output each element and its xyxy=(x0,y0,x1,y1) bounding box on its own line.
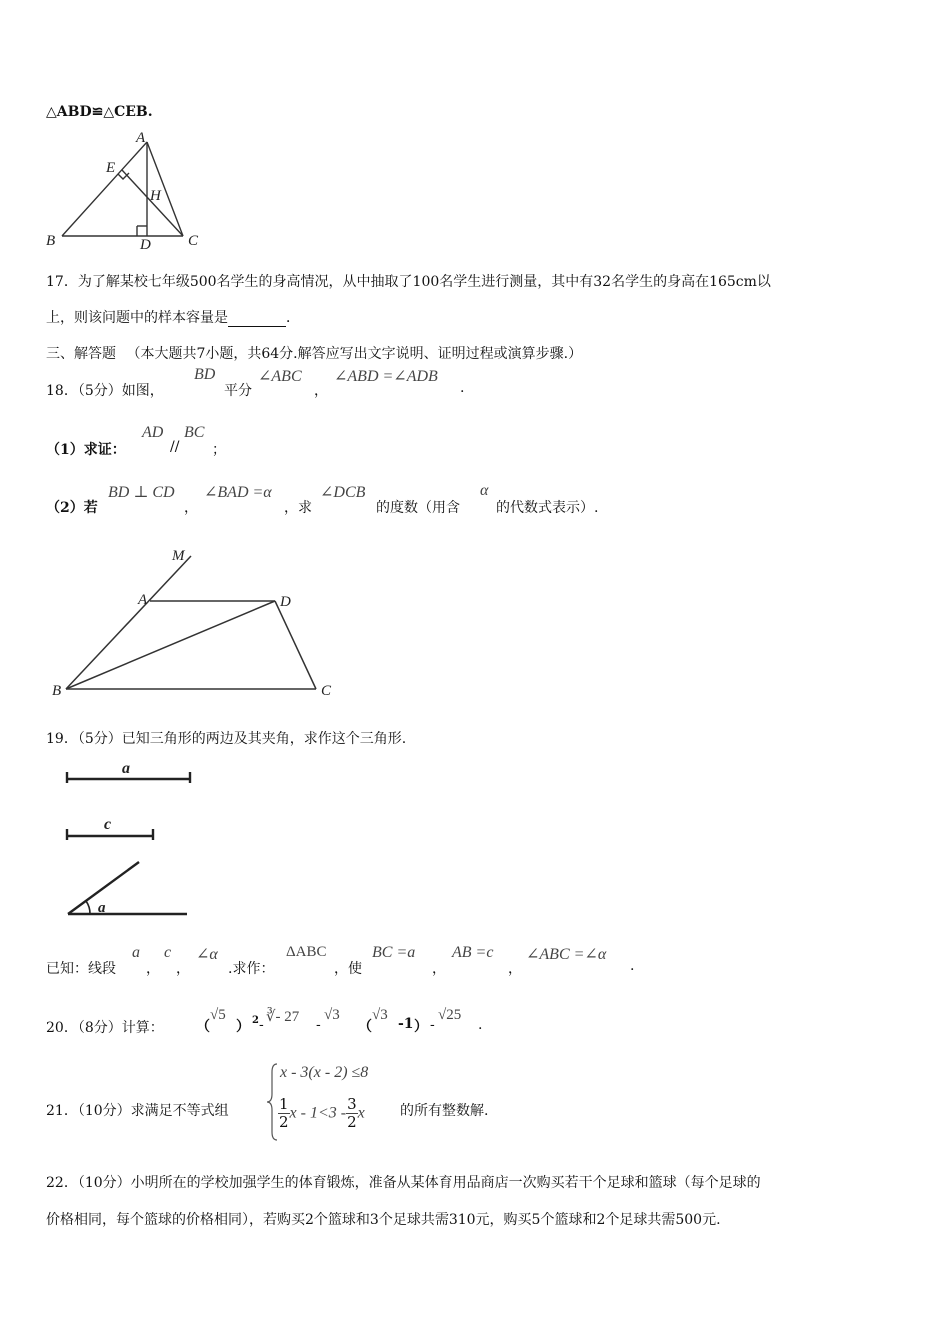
q18-part1-parallel: // xyxy=(170,439,180,455)
q19-comma3: ， xyxy=(432,961,446,977)
q18-part2-perp: BD ⊥ CD xyxy=(108,484,175,501)
q21-inequality-1: x - 3(x - 2) ≤8 xyxy=(280,1064,369,1081)
figure1-label-b: B xyxy=(46,233,56,249)
q19-known: 已知：线段 xyxy=(46,961,116,977)
q19-cond3: ∠ABC =∠α xyxy=(526,946,607,963)
q19-angle-label: a xyxy=(98,900,106,916)
q17-line2-prefix: 上，则该问题中的样本容量是 xyxy=(46,310,228,326)
q20-sqrt3b: √3 xyxy=(372,1007,388,1023)
q19-cond2: AB =c xyxy=(452,944,494,961)
q19-angle-alpha: ∠α xyxy=(196,946,218,963)
q18-part2-alpha: α xyxy=(480,482,489,499)
q18-part2-ask: ，求 xyxy=(284,500,312,516)
q20-rparen: ） xyxy=(236,1019,250,1035)
q19-comma2: ， xyxy=(176,961,190,977)
q19-var-c: c xyxy=(164,944,172,961)
q22-line1: 22．（10分）小明所在的学校加强学生的体育锻炼，准备从某体育用品商店一次购买若干个足球和篮球（每个足球的 xyxy=(46,1175,761,1191)
q20-lparen2: （ xyxy=(358,1019,372,1035)
figure1-label-e: E xyxy=(106,160,116,176)
q17-line2 xyxy=(46,307,300,327)
q18-bd: BD xyxy=(194,366,216,383)
q18-part2-dcb: ∠DCB xyxy=(320,484,366,501)
q18-equation: ∠ABD =∠ADB xyxy=(334,368,438,385)
q21-x: x xyxy=(357,1104,365,1122)
q19-triangle: ΔABC xyxy=(286,944,327,960)
q21-frac2-den: 2 xyxy=(347,1113,357,1131)
figure1-label-d: D xyxy=(140,237,151,253)
q20-minus1: - xyxy=(259,1017,264,1033)
q19-comma1: ， xyxy=(146,961,160,977)
q20-end: . xyxy=(478,1017,483,1033)
q21-middle-expr: x - 1<3 - xyxy=(289,1104,347,1122)
q22-line2: 价格相同，每个篮球的价格相同），若购买2个篮球和3个足球共需310元，购买5个篮球和2个足球共需500元. xyxy=(46,1212,721,1228)
q18-bisects: 平分 xyxy=(224,383,252,399)
q17-line1: 17．为了解某校七年级500名学生的身高情况，从中抽取了100名学生进行测量，其中有32名学生的身高在165cm以 xyxy=(46,274,771,290)
q20-lparen: （ xyxy=(196,1019,210,1035)
q17-answer-blank[interactable] xyxy=(228,312,286,327)
figure2-label-c: C xyxy=(321,683,332,699)
q18-part1-ad: AD xyxy=(142,424,164,441)
q20-minus2: - xyxy=(316,1017,321,1033)
q19-segment-a-label: a xyxy=(122,760,130,777)
section3-title: 三、解答题 xyxy=(46,346,116,362)
q21-prefix: 21．（10分）求满足不等式组 xyxy=(46,1103,229,1119)
figure2-label-b: B xyxy=(52,683,62,699)
figure1-label-h: H xyxy=(150,188,161,204)
congruence-statement: △ABD≌△CEB. xyxy=(46,104,153,120)
q19-given-figures xyxy=(60,758,200,923)
figure2-label-a: A xyxy=(138,592,148,608)
q18-prefix: 18．（5分）如图， xyxy=(46,383,164,399)
q19-segment-c-label: c xyxy=(104,816,112,833)
q18-comma: ， xyxy=(314,383,328,399)
q19-comma4: ， xyxy=(508,961,522,977)
q21-frac1-den: 2 xyxy=(279,1113,289,1131)
q19-text: 19．（5分）已知三角形的两边及其夹角，求作这个三角形. xyxy=(46,731,407,747)
q18-period: . xyxy=(460,380,465,396)
q18-part1-bc: BC xyxy=(184,424,205,441)
figure1-label-c: C xyxy=(188,233,199,249)
q20-cbrt: ∛- 27 xyxy=(266,1009,300,1025)
section3-note: （本大题共7小题，共64分.解答应写出文字说明、证明过程或演算步骤.） xyxy=(126,346,583,362)
triangle-figure-1 xyxy=(40,128,210,253)
section3-heading xyxy=(46,343,582,363)
q18-part2-text2: 的代数式表示）. xyxy=(496,500,599,516)
q20-minus3: - xyxy=(430,1017,435,1033)
q18-part2-text1: 的度数（用含 xyxy=(376,500,460,516)
q21-inequality-2 xyxy=(278,1096,365,1131)
q17-line2-suffix: ． xyxy=(286,310,300,326)
q20-prefix: 20．（8分）计算： xyxy=(46,1020,164,1036)
q20-square: 2 xyxy=(252,1015,259,1026)
q20-minus-one: -1 xyxy=(398,1016,414,1032)
figure1-label-a: A xyxy=(136,130,146,146)
q19-such: ，使 xyxy=(334,961,362,977)
q18-part1-label: （1）求证： xyxy=(46,442,126,458)
q18-part2-bad: ∠BAD =α xyxy=(204,484,272,501)
q21-frac1 xyxy=(278,1096,290,1131)
q21-frac2 xyxy=(346,1096,358,1131)
q20-sqrt3a: √3 xyxy=(324,1007,340,1023)
q20-rparen2: ） xyxy=(414,1019,428,1035)
q21-frac1-num: 1 xyxy=(279,1095,289,1113)
q18-part1-end: ； xyxy=(212,442,226,458)
q21-frac2-num: 3 xyxy=(347,1095,357,1113)
q19-cond1: BC =a xyxy=(372,944,416,961)
q20-sqrt25: √25 xyxy=(438,1007,462,1023)
q18-part2-label: （2）若 xyxy=(46,500,98,516)
figure2-label-d: D xyxy=(280,594,291,610)
q19-var-a: a xyxy=(132,944,140,961)
q19-construct: .求作： xyxy=(228,961,275,977)
q19-end: . xyxy=(630,958,635,974)
q20-sqrt5: √5 xyxy=(210,1007,226,1023)
q18-abc: ∠ABC xyxy=(258,368,302,385)
figure2-label-m: M xyxy=(172,548,185,564)
trapezoid-figure-2 xyxy=(50,546,340,702)
q18-part2-comma: ， xyxy=(184,500,198,516)
q21-suffix: 的所有整数解. xyxy=(400,1103,489,1119)
